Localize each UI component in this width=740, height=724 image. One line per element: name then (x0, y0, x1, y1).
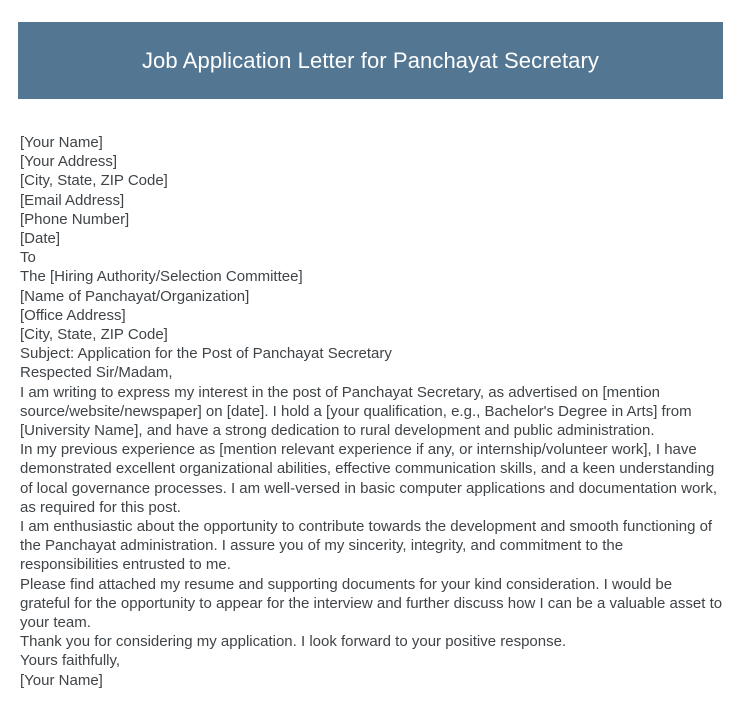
body-paragraph-1: I am writing to express my interest in the post of Panchayat Secretary, as advertised on [mention source/website/newspaper] on [date]. I hold a [your qualification, e.g., Bachelor's Degree in Arts] from [University Name], and have a strong dedication to rural development and public administration. (20, 383, 692, 440)
sender-block (20, 133, 724, 248)
body-paragraph-5: Thank you for considering my application. I look forward to your positive response. (20, 633, 567, 651)
header-banner (18, 22, 723, 99)
page-title: Job Application Letter for Panchayat Secretary (141, 47, 600, 73)
recipient-line-authority: The [Hiring Authority/Selection Committee] (20, 268, 303, 286)
salutation-line: Respected Sir/Madam, (20, 364, 173, 382)
sender-line-email: [Email Address] (20, 191, 125, 209)
recipient-line-to: To (20, 249, 36, 267)
sender-line-date: [Date] (20, 230, 61, 248)
body-paragraph-2: In my previous experience as [mention relevant experience if any, or internship/volunteer work], I have demonstrated excellent organizational abilities, effective communication skills, and a keen understanding of local governance processes. I am well-versed in basic computer applications and documentation work, as required for this post. (20, 441, 718, 516)
recipient-block (20, 248, 724, 344)
subject-line: Subject: Application for the Post of Panchayat Secretary (20, 345, 392, 363)
recipient-line-city: [City, State, ZIP Code] (20, 326, 168, 344)
sender-line-city: [City, State, ZIP Code] (20, 172, 168, 190)
signature-name-line: [Your Name] (20, 671, 103, 689)
letter-content (20, 133, 724, 690)
sender-line-name: [Your Name] (20, 134, 103, 151)
recipient-line-organization: [Name of Panchayat/Organization] (20, 287, 250, 305)
body-paragraph-4: Please find attached my resume and supporting documents for your kind consideration. I would be grateful for the opportunity to appear for the interview and further discuss how I can be a valuable asset to your team. (20, 575, 723, 632)
recipient-line-office-address: [Office Address] (20, 306, 126, 324)
sender-line-phone: [Phone Number] (20, 210, 130, 228)
body-paragraph-3: I am enthusiastic about the opportunity to contribute towards the development and smooth functioning of the Panchayat administration. I assure you of my sincerity, integrity, and commitment to the responsibilities entrusted to me. (20, 518, 713, 574)
sender-line-address: [Your Address] (20, 153, 118, 171)
closing-line: Yours faithfully, (20, 652, 121, 670)
